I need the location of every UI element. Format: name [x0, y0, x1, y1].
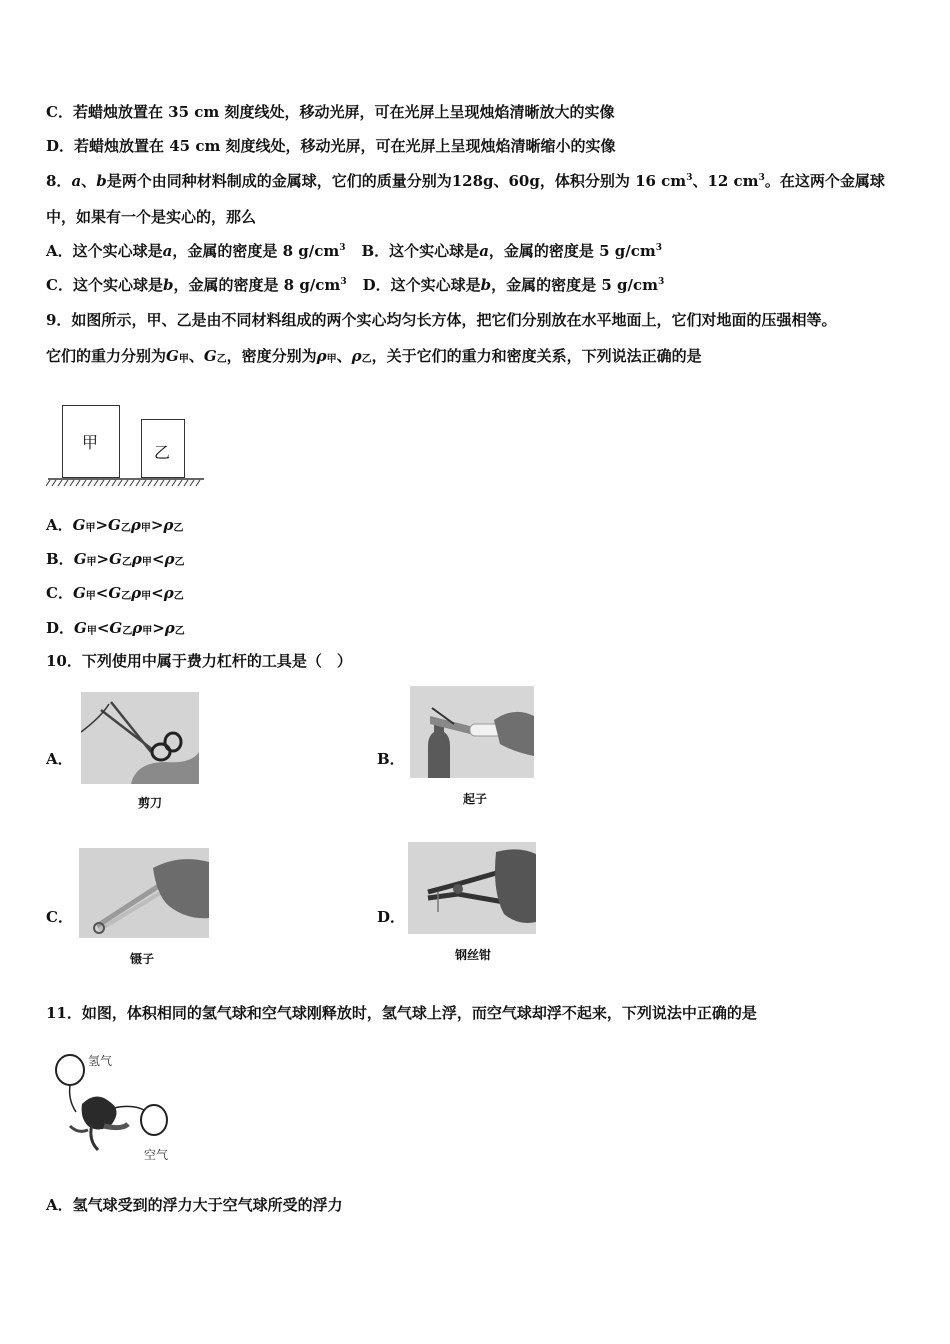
q9-option-c: C．$G_甲<G_乙\rho_甲<\rho_乙$	[46, 584, 184, 602]
q11-option-a: A．氢气球受到的浮力大于空气球所受的浮力	[46, 1196, 343, 1214]
q8-option-c: C．这个实心球是b，金属的密度是 8 $g/cm^3$	[46, 276, 347, 294]
q8-question-line2: 中，如果有一个是实心的，那么	[46, 208, 257, 226]
scissors-icon	[81, 692, 199, 784]
q10-caption-a: 剪刀	[137, 796, 162, 810]
block-yi-label: 乙	[153, 443, 170, 462]
scissors-photo	[81, 692, 199, 784]
q7-option-c: C．若蜡烛放置在 35 cm 刻度线处，移动光屏，可在光屏上呈现烛焰清晰放大的实像	[46, 103, 615, 121]
q9-option-a: A．$G_甲>G_乙\rho_甲>\rho_乙$	[46, 516, 184, 534]
q10-question: 10．下列使用中属于费力杠杆的工具是（ ）	[46, 652, 352, 670]
label-air: 空气	[144, 1148, 169, 1162]
block-jia-label: 甲	[81, 433, 98, 452]
q11-question: 11．如图，体积相同的氢气球和空气球刚释放时，氢气球上浮，而空气球却浮不起来，下列说法中正确的是	[46, 1004, 757, 1022]
tweezers-icon	[79, 848, 209, 938]
q9-question-line2: 它们的重力分别为$G_甲$、$G_乙$，密度分别为$\rho_甲$、$\rho_乙$，关于它们的重力和密度关系，下列说法正确的是	[46, 347, 702, 365]
q10-option-b-label: B．	[377, 750, 405, 768]
pliers-photo	[408, 842, 536, 934]
bottle-opener-icon	[410, 686, 534, 778]
q7-option-d: D．若蜡烛放置在 45 cm 刻度线处，移动光屏，可在光屏上呈现烛焰清晰缩小的实像	[46, 137, 616, 155]
q8-option-b: B．这个实心球是a，金属的密度是 5 $g/cm^3$	[361, 242, 663, 260]
q8-option-a: A．这个实心球是a，金属的密度是 8 $g/cm^3$	[46, 242, 346, 260]
q10-caption-d: 钢丝钳	[454, 948, 491, 962]
balloons-figure	[52, 1050, 182, 1166]
label-hydrogen: 氢气	[88, 1054, 113, 1068]
q10-option-d-label: D．	[377, 908, 406, 926]
ground-hatching	[46, 478, 206, 492]
q10-caption-b: 起子	[462, 792, 487, 806]
q10-caption-c: 镊子	[129, 952, 154, 966]
q9-option-b: B．$G_甲>G_乙\rho_甲<\rho_乙$	[46, 550, 185, 568]
q8-options-cd	[46, 275, 664, 295]
q9-option-d: D．$G_甲<G_乙\rho_甲>\rho_乙$	[46, 619, 185, 637]
q8-question-line1: 8．a、b是两个由同种材料制成的金属球，它们的质量分别为128g、60g，体积分别为 16 $cm^3$、12 $cm^3$。在这两个金属球	[46, 172, 885, 190]
q8-options-ab	[46, 241, 662, 261]
q8-option-d: D．这个实心球是b，金属的密度是 5 $g/cm^3$	[362, 276, 665, 294]
q10-option-a-label: A．	[46, 750, 73, 768]
q10-option-c-label: C．	[46, 908, 73, 926]
bottle-opener-photo	[410, 686, 534, 778]
tweezers-photo	[79, 848, 209, 938]
q9-question-line1: 9．如图所示，甲、乙是由不同材料组成的两个实心均匀长方体，把它们分别放在水平地面上，它们对地面的压强相等。	[46, 311, 837, 329]
pliers-icon	[408, 842, 536, 934]
q9-blocks-figure	[46, 400, 206, 492]
